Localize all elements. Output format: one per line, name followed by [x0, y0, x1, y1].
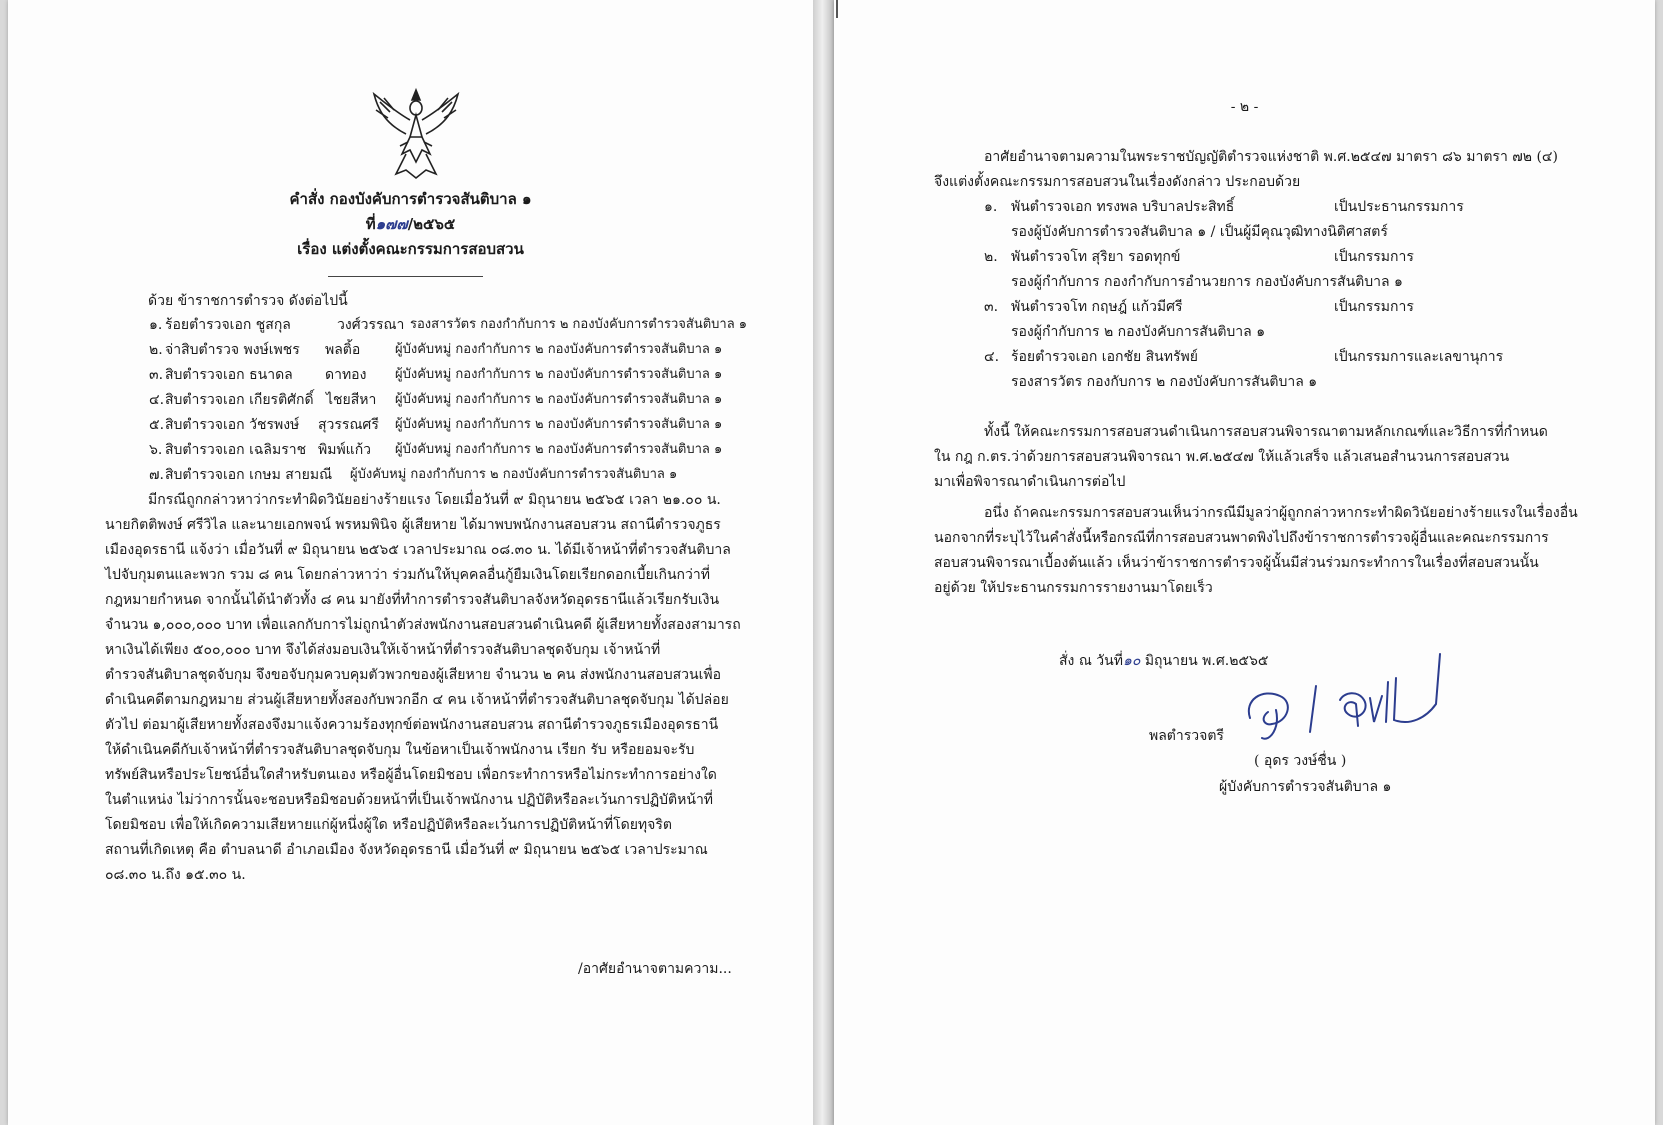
order-date — [1059, 652, 1269, 670]
signatory-name: ( อุดร วงษ์ชื่น ) — [1254, 753, 1347, 769]
member-num: ๔. — [984, 349, 1000, 365]
date-suffix: มิถุนายน พ.ศ.๒๕๖๕ — [1140, 653, 1269, 669]
body-line: โดยมิชอบ เพื่อให้เกิดความเสียหายแก่ผู้หนึ่งผู้ใด หรือปฏิบัติหรือละเว้นการปฏิบัติหน้าที่โดยทุจริต — [105, 817, 672, 833]
body-line: ในตำแหน่ง ไม่ว่าการนั้นจะชอบหรือมิชอบด้วยหน้าที่เป็นเจ้าพนักงาน ปฏิบัติหรือละเว้นการปฏิบัติหน้าที่ — [105, 792, 714, 808]
member-num: ๒. — [984, 249, 998, 265]
officer-num: ๑. — [149, 317, 163, 333]
paragraph-line: ทั้งนี้ ให้คณะกรรมการสอบสวนดำเนินการสอบสวนพิจารณาตามหลักเกณฑ์และวิธีการที่กำหนด — [984, 424, 1548, 440]
officer-rank-name: สิบตำรวจเอก เกียรติศักดิ์ — [165, 392, 314, 408]
order-number-prefix: ที่ — [365, 215, 376, 233]
member-name: พันตำรวจโท สุริยา รอดทุกข์ — [1011, 249, 1181, 265]
paragraph-line: อนึ่ง ถ้าคณะกรรมการสอบสวนเห็นว่ากรณีมีมูลว่าผู้ถูกกล่าวหากระทำผิดวินัยอย่างร้ายแรงในเรื่องอื่น — [984, 505, 1578, 521]
officer-num: ๗. — [149, 467, 164, 483]
date-day-handwritten: ๑๐ — [1122, 653, 1141, 669]
officer-rank-name: ร้อยตำรวจเอก ชูสกุล — [165, 317, 291, 333]
body-line: ดำเนินคดีตามกฎหมาย ส่วนผู้เสียหายทั้งสองกับพวกอีก ๔ คน เจ้าหน้าที่ตำรวจสันติบาลชุดจับกุม ได้ปล่อย — [105, 692, 729, 708]
body-line: ตัวไป ต่อมาผู้เสียหายทั้งสองจึงมาแจ้งความร้องทุกข์ต่อพนักงานสอบสวน สถานีตำรวจภูธรเมืองอุดรธานี — [105, 717, 719, 733]
date-prefix: สั่ง ณ วันที่ — [1059, 653, 1123, 669]
officer-position: ผู้บังคับหมู่ กองกำกับการ ๒ กองบังคับการตำรวจสันติบาล ๑ — [395, 367, 723, 382]
paragraph-line: ใน กฎ ก.ตร.ว่าด้วยการสอบสวนพิจารณา พ.ศ.๒๕๔๗ ให้แล้วเสร็จ แล้วเสนอสำนวนการสอบสวน — [934, 449, 1510, 465]
member-role: เป็นกรรมการและเลขานุการ — [1334, 349, 1504, 365]
body-line: กฎหมายกำหนด จากนั้นได้นำตัวทั้ง ๘ คน มายังที่ทำการตำรวจสันติบาลจังหวัดอุดรธานีแล้วเรียกรับเงิน — [105, 592, 720, 608]
officer-rank-name: สิบตำรวจเอก วัชรพงษ์ — [165, 417, 300, 433]
officer-surname: ดาทอง — [325, 367, 367, 383]
signatory-title: ผู้บังคับการตำรวจสันติบาล ๑ — [1219, 779, 1392, 795]
member-num: ๑. — [984, 199, 998, 215]
officer-surname: สุวรรณศรี — [318, 417, 379, 433]
member-name: พันตำรวจโท กฤษฎ์ แก้วมีศรี — [1011, 299, 1183, 315]
body-line: ๐๘.๓๐ น.ถึง ๑๕.๓๐ น. — [105, 867, 246, 883]
paragraph-line: สอบสวนพิจารณาเบื้องต้นแล้ว เห็นว่าข้าราชการตำรวจผู้นั้นมีส่วนร่วมกระทำการในเรื่องที่สอบสวนนั้น — [934, 555, 1539, 571]
order-number-handwritten: ๑๗๗ — [375, 215, 408, 233]
officer-position: ผู้บังคับหมู่ กองกำกับการ ๒ กองบังคับการตำรวจสันติบาล ๑ — [395, 342, 723, 357]
officer-position: ผู้บังคับหมู่ กองกำกับการ ๒ กองบังคับการตำรวจสันติบาล ๑ — [350, 467, 678, 482]
member-name: ร้อยตำรวจเอก เอกชัย สินทรัพย์ — [1011, 349, 1198, 365]
officer-rank-name: สิบตำรวจเอก เฉลิมราช — [165, 442, 307, 458]
intro-text: ด้วย ข้าราชการตำรวจ ดังต่อไปนี้ — [148, 293, 348, 309]
member-num: ๓. — [984, 299, 999, 315]
signatory-rank: พลตำรวจตรี — [1149, 728, 1224, 744]
order-number — [8, 215, 813, 233]
officer-surname: วงศ์วรรณา — [337, 317, 405, 333]
body-line: จำนวน ๑,๐๐๐,๐๐๐ บาท เพื่อแลกกับการไม่ถูกนำตัวส่งพนักงานสอบสวนดำเนินคดี ผู้เสียหายทั้งสองสามารถ — [105, 617, 741, 633]
document-page-1 — [8, 0, 813, 1125]
officer-num: ๔. — [149, 392, 165, 408]
continuation-note: /อาศัยอำนาจตามความ... — [578, 961, 732, 977]
officer-position: ผู้บังคับหมู่ กองกำกับการ ๒ กองบังคับการตำรวจสันติบาล ๑ — [395, 392, 723, 407]
body-line: หาเงินได้เพียง ๕๐๐,๐๐๐ บาท จึงได้ส่งมอบเงินให้เจ้าหน้าที่ตำรวจสันติบาลชุดจับกุม เจ้าหน้าที่ — [105, 642, 661, 658]
member-name: พันตำรวจเอก ทรงพล บริบาลประสิทธิ์ — [1011, 199, 1235, 215]
body-line: ตำรวจสันติบาลชุดจับกุม จึงขอจับกุมควบคุมตัวพวกของผู้เสียหาย จำนวน ๒ คน ส่งพนักงานสอบสวนเพื่อ — [105, 667, 721, 683]
officer-num: ๕. — [149, 417, 165, 433]
officer-rank-name: จ่าสิบตำรวจ พงษ์เพชร — [165, 342, 300, 358]
page-gutter — [813, 0, 834, 1125]
officer-surname: พิมพ์แก้ว — [318, 442, 372, 458]
member-detail: รองผู้บังคับการตำรวจสันติบาล ๑ / เป็นผู้มีคุณวุฒิทางนิติศาสตร์ — [1011, 224, 1388, 240]
member-role: เป็นกรรมการ — [1334, 249, 1414, 265]
officer-rank-name: สิบตำรวจเอก เกษม สายมณี — [165, 467, 333, 483]
officer-position: ผู้บังคับหมู่ กองกำกับการ ๒ กองบังคับการตำรวจสันติบาล ๑ — [395, 417, 723, 432]
title-separator — [328, 276, 483, 277]
document-page-2 — [834, 0, 1655, 1125]
garuda-emblem-icon — [366, 82, 466, 182]
body-line: เมืองอุดรธานี แจ้งว่า เมื่อวันที่ ๙ มิถุนายน ๒๕๖๕ เวลาประมาณ ๐๘.๓๐ น. ได้มีเจ้าหน้าที่ตำรวจสันติบาล — [105, 542, 731, 558]
member-role: เป็นประธานกรรมการ — [1334, 199, 1464, 215]
body-line: สถานที่เกิดเหตุ คือ ตำบลนาดี อำเภอเมือง จังหวัดอุดรธานี เมื่อวันที่ ๙ มิถุนายน ๒๕๖๕ เวลาประมาณ — [105, 842, 708, 858]
officer-surname: พลติ้อ — [325, 342, 361, 358]
body-line: ไปจับกุมตนและพวก รวม ๘ คน โดยกล่าวหาว่า ร่วมกันให้บุคคลอื่นกู้ยืมเงินโดยเรียกดอกเบี้ยเกินกว่าที่ — [105, 567, 710, 583]
order-number-suffix: /๒๕๖๕ — [407, 215, 456, 233]
member-role: เป็นกรรมการ — [1334, 299, 1414, 315]
paragraph-line: มาเพื่อพิจารณาดำเนินการต่อไป — [934, 474, 1126, 490]
member-detail: รองสารวัตร กองกับการ ๒ กองบังคับการสันติบาล ๑ — [1011, 374, 1318, 390]
paragraph-line: อยู่ด้วย ให้ประธานกรรมการรายงานมาโดยเร็ว — [934, 580, 1213, 596]
authority-line: จึงแต่งตั้งคณะกรรมการสอบสวนในเรื่องดังกล่าว ประกอบด้วย — [934, 174, 1301, 190]
body-line: นายกิตติพงษ์ ศรีวิไล และนายเอกพจน์ พรหมพินิจ ผู้เสียหาย ได้มาพบพนักงานสอบสวน สถานีตำรวจภูธร — [105, 517, 721, 533]
page-number: - ๒ - — [1230, 99, 1259, 115]
member-detail: รองผู้กำกับการ กองกำกับการอำนวยการ กองบังคับการสันติบาล ๑ — [1011, 274, 1403, 290]
body-line: ให้ดำเนินคดีกับเจ้าหน้าที่ตำรวจสันติบาลชุดจับกุม ในข้อหาเป็นเจ้าพนักงาน เรียก รับ หรือยอมจะรับ — [105, 742, 695, 758]
officer-position: รองสารวัตร กองกำกับการ ๒ กองบังคับการตำรวจสันติบาล ๑ — [410, 317, 748, 332]
officer-surname: ไชยสีหา — [326, 392, 377, 408]
order-title: คำสั่ง กองบังคับการตำรวจสันติบาล ๑ — [289, 190, 532, 208]
member-detail: รองผู้กำกับการ ๒ กองบังคับการสันติบาล ๑ — [1011, 324, 1266, 340]
handwritten-signature-icon — [1240, 648, 1450, 744]
body-line: ทรัพย์สินหรือประโยชน์อื่นใดสำหรับตนเอง หรือผู้อื่นโดยมิชอบ เพื่อกระทำการหรือไม่กระทำการอย่างใด — [105, 767, 717, 783]
body-line: มีกรณีถูกกล่าวหาว่ากระทำผิดวินัยอย่างร้ายแรง โดยเมื่อวันที่ ๙ มิถุนายน ๒๕๖๕ เวลา ๒๑.๐๐ น. — [148, 492, 721, 508]
paragraph-line: นอกจากที่ระบุไว้ในคำสั่งนี้หรือกรณีที่การสอบสวนพาดพิงไปถึงข้าราชการตำรวจผู้อื่นและคณะกรรมการ — [934, 530, 1549, 546]
scan-mark — [836, 0, 838, 18]
officer-position: ผู้บังคับหมู่ กองกำกับการ ๒ กองบังคับการตำรวจสันติบาล ๑ — [395, 442, 723, 457]
order-subject: เรื่อง แต่งตั้งคณะกรรมการสอบสวน — [297, 240, 524, 258]
officer-num: ๒. — [149, 342, 163, 358]
officer-num: ๖. — [149, 442, 163, 458]
officer-num: ๓. — [149, 367, 164, 383]
officer-rank-name: สิบตำรวจเอก ธนาดล — [165, 367, 293, 383]
authority-line: อาศัยอำนาจตามความในพระราชบัญญัติตำรวจแห่งชาติ พ.ศ.๒๕๔๗ มาตรา ๘๖ มาตรา ๗๒ (๔) — [984, 149, 1558, 165]
